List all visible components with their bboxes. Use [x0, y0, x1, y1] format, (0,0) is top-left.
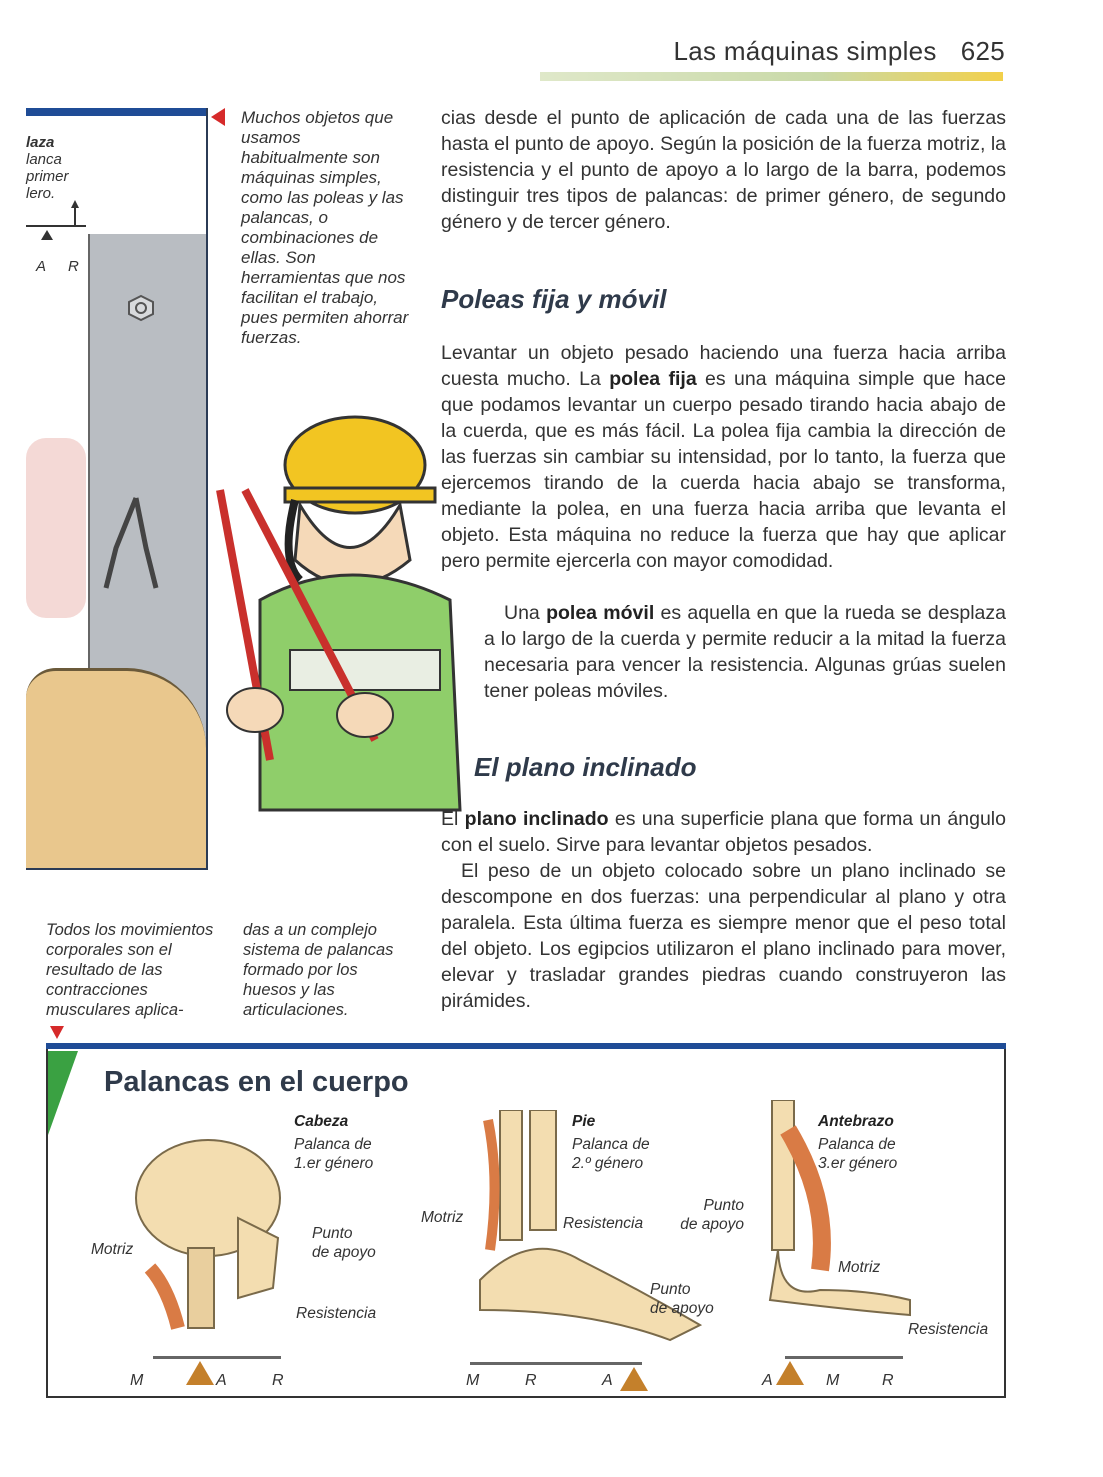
side-note-arrow	[211, 108, 225, 126]
mini-lever-arrows	[35, 200, 85, 250]
pie-punto-apoyo: Punto de apoyo	[650, 1281, 714, 1317]
arm-illustration	[26, 438, 86, 618]
mini-lever-a: A	[36, 258, 47, 275]
box-green-corner	[48, 1051, 78, 1135]
antebrazo-lever-bar	[785, 1356, 903, 1359]
caption-down-arrow	[50, 1026, 64, 1039]
caption-left: Todos los movimientos corporales son el resultado de las contracciones musculares aplica-	[46, 921, 214, 1019]
cabeza-m: M	[130, 1372, 144, 1389]
antebrazo-fulcrum	[776, 1361, 804, 1385]
cabeza-motriz: Motriz	[91, 1241, 134, 1258]
cabeza-lever-bar	[153, 1356, 281, 1359]
pie-a: A	[602, 1372, 613, 1389]
panel-top-bar	[26, 108, 206, 116]
skull-illustration	[128, 1138, 298, 1338]
box-top-bar	[46, 1043, 1006, 1049]
pliers-illustration	[86, 488, 166, 598]
worker-illustration	[200, 410, 480, 840]
pie-name: Pie	[572, 1113, 596, 1130]
cabeza-type: Palanca de 1.er género	[294, 1136, 374, 1172]
pie-resistencia: Resistencia	[563, 1215, 644, 1232]
cabeza-r: R	[272, 1372, 284, 1389]
antebrazo-name: Antebrazo	[818, 1113, 894, 1130]
heading-poleas: Poleas fija y móvil	[441, 284, 667, 314]
cabeza-name: Cabeza	[294, 1113, 349, 1130]
antebrazo-m: M	[826, 1372, 840, 1389]
pie-motriz: Motriz	[421, 1209, 464, 1226]
intro-paragraph: cias desde el punto de aplicación de cada una de las fuerzas hasta el punto de apoyo. Según la posición de la fuerza motriz, la resistencia y el punto de apoyo a lo largo de la barra, podemos distinguir tres tipos de palancas: de primer género, de segundo género y de tercer género.	[441, 107, 1006, 233]
cabeza-resistencia: Resistencia	[296, 1305, 377, 1322]
running-head	[600, 36, 1005, 67]
pie-fulcrum	[620, 1367, 648, 1391]
pie-lever-bar	[470, 1362, 642, 1365]
header-rule	[540, 72, 1003, 81]
side-note: Muchos objetos que usamos habitualmente son máquinas simples, como las poleas y las palancas, o combinaciones de ellas. Son herramientas que nos facilitan el trabajo, pues permiten ahorrar fuerzas.	[241, 108, 409, 347]
plano-paragraph-2: El peso de un objeto colocado sobre un plano inclinado se descompone en dos fuerzas: una perpendicular al plano y otra paralela. Esta última fuerza es siempre menor que el peso total del objeto. Los egipcios utilizaron el plano inclinado para mover, elevar y trasladar grandes piedras cuando construyeron las pirámides.	[441, 860, 1006, 1012]
antebrazo-type: Palanca de 3.er género	[818, 1136, 898, 1172]
antebrazo-r: R	[882, 1372, 894, 1389]
cabeza-punto-apoyo: Punto de apoyo	[312, 1225, 376, 1261]
heading-plano: El plano inclinado	[474, 752, 697, 782]
antebrazo-resistencia: Resistencia	[908, 1321, 989, 1338]
rock-illustration	[26, 668, 206, 870]
poleas-paragraph-1: Levantar un objeto pesado haciendo una fuerza hacia arriba cuesta mucho. La polea fija es una máquina simple que hace que podamos levantar un cuerpo pesado tirando hacia abajo de la cuerda, que es más fácil. La polea fija cambia la dirección de las fuerzas sin cambiar su intensidad, por lo tanto, la fuerza que ejercemos tirando de la cuerda hacia abajo se transforma, mediante la polea, en una fuerza hacia arriba que levanta el objeto. Esta máquina no reduce la fuerza que hay que aplicar pero permite ejercerla con mayor comodidad.	[441, 342, 1007, 572]
antebrazo-motriz: Motriz	[838, 1259, 881, 1276]
pie-r: R	[525, 1372, 537, 1389]
page-number: 625	[960, 36, 1005, 66]
pie-m: M	[466, 1372, 480, 1389]
caption-right: das a un complejo sistema de palancas formado por los huesos y las articulaciones.	[243, 921, 394, 1019]
mini-lever-r: R	[68, 258, 79, 275]
forearm-illustration	[760, 1100, 920, 1320]
pie-type: Palanca de 2.º género	[572, 1136, 650, 1172]
bolt-icon	[126, 293, 156, 323]
poleas-paragraph-2: Una polea móvil es aquella en que la rueda se desplaza a lo largo de la cuerda y permite reducir a la mitad la fuerza necesaria para vencer la resistencia. Algunas grúas suelen tener poleas móviles.	[484, 602, 1006, 702]
plano-paragraph-1: El plano inclinado es una superficie plana que forma un ángulo con el suelo. Sirve para levantar objetos pesados.	[441, 808, 1006, 856]
cabeza-a: A	[216, 1372, 227, 1389]
box-title: Palancas en el cuerpo	[104, 1066, 409, 1098]
chapter-title: Las máquinas simples	[673, 36, 937, 66]
cabeza-fulcrum	[186, 1361, 214, 1385]
panel-caption: laza lanca primer lero.	[26, 134, 69, 202]
antebrazo-punto-apoyo: Punto de apoyo	[680, 1197, 744, 1233]
antebrazo-a: A	[762, 1372, 773, 1389]
